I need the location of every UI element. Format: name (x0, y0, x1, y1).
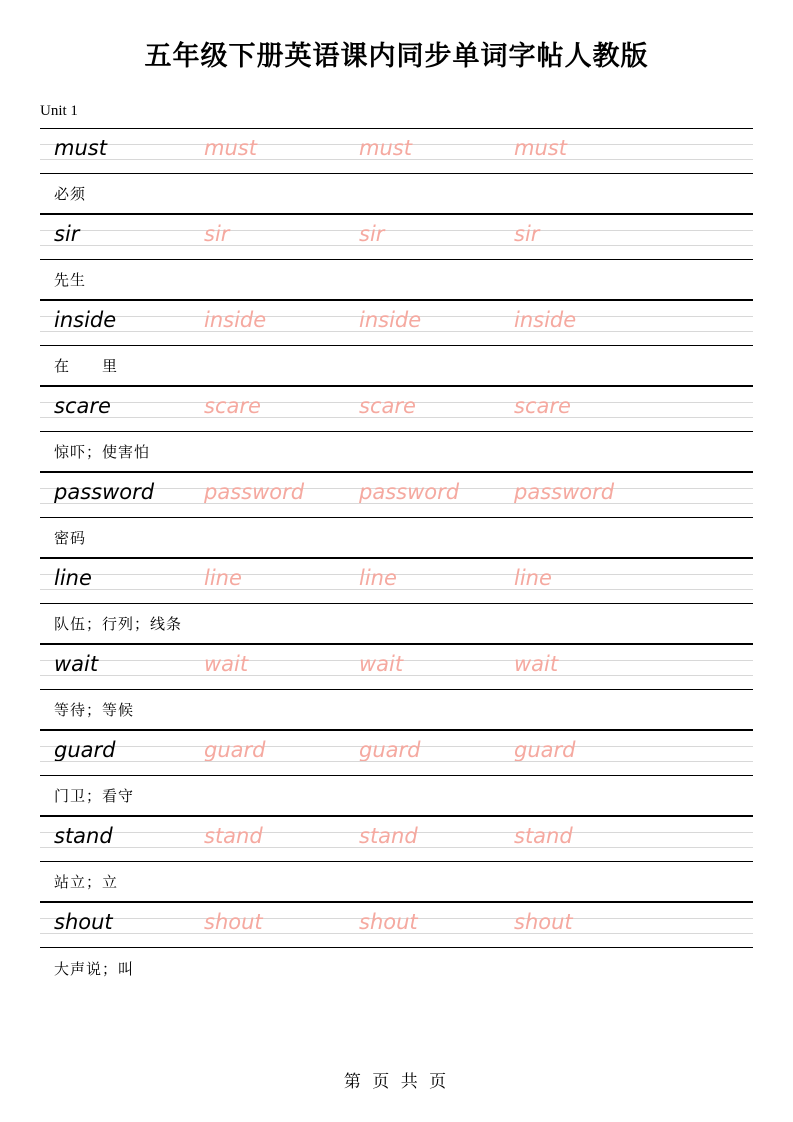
word-block (40, 902, 753, 988)
word-model: must (54, 135, 107, 160)
writing-line-group (40, 300, 753, 346)
word-trace: must (204, 135, 257, 160)
meaning-row (40, 690, 753, 730)
copybook-sheet (40, 128, 753, 988)
word-trace: inside (514, 307, 577, 332)
meaning-row (40, 518, 753, 558)
word-meaning: 站立；立 (54, 873, 119, 891)
word-trace: shout (359, 909, 418, 934)
meaning-row (40, 260, 753, 300)
word-meaning: 大声说；叫 (54, 959, 135, 978)
word-block (40, 128, 753, 214)
meaning-row (40, 174, 753, 214)
writing-line-group (40, 730, 753, 776)
word-model: password (54, 479, 155, 504)
word-trace: scare (359, 393, 416, 418)
word-trace: must (514, 135, 567, 160)
word-trace: must (359, 135, 412, 160)
meaning-row (40, 862, 753, 902)
writing-line-group (40, 902, 753, 948)
word-model: shout (54, 909, 113, 934)
word-trace: shout (204, 909, 263, 934)
writing-line-group (40, 472, 753, 518)
word-trace: password (514, 479, 615, 504)
word-trace: wait (514, 651, 559, 676)
meaning-row (40, 604, 753, 644)
writing-line-group (40, 128, 753, 174)
word-meaning: 先生 (54, 271, 87, 289)
meaning-row (40, 948, 753, 988)
word-block (40, 730, 753, 816)
word-block (40, 214, 753, 300)
word-block (40, 558, 753, 644)
word-trace: password (359, 479, 460, 504)
word-model: scare (54, 393, 111, 418)
page-title: 五年级下册英语课内同步单词字帖人教版 (144, 41, 649, 71)
word-model: stand (54, 823, 113, 848)
word-trace: shout (514, 909, 573, 934)
word-meaning: 在 里 (54, 357, 119, 375)
word-meaning: 等待；等候 (54, 701, 135, 719)
word-meaning: 必须 (54, 185, 87, 203)
word-model: sir (54, 221, 80, 246)
word-meaning: 惊吓；使害怕 (54, 443, 151, 461)
writing-line-group (40, 558, 753, 604)
word-trace: sir (359, 221, 385, 246)
writing-line-group (40, 386, 753, 432)
unit-label: Unit 1 (40, 103, 78, 119)
word-trace: stand (514, 823, 573, 848)
word-trace: line (514, 565, 552, 590)
word-trace: wait (359, 651, 404, 676)
word-model: wait (54, 651, 99, 676)
word-trace: stand (204, 823, 263, 848)
word-model: inside (54, 307, 117, 332)
word-meaning: 门卫；看守 (54, 787, 135, 805)
word-trace: guard (204, 737, 266, 762)
writing-line-group (40, 816, 753, 862)
word-block (40, 644, 753, 730)
word-trace: scare (204, 393, 261, 418)
word-block (40, 300, 753, 386)
meaning-row (40, 432, 753, 472)
word-trace: sir (514, 221, 540, 246)
page-footer: 第 页 共 页 (343, 1072, 450, 1092)
word-trace: password (204, 479, 305, 504)
meaning-row (40, 346, 753, 386)
word-block (40, 386, 753, 472)
writing-line-group (40, 644, 753, 690)
word-trace: sir (204, 221, 230, 246)
writing-line-group (40, 214, 753, 260)
word-block (40, 472, 753, 558)
word-model: guard (54, 737, 116, 762)
meaning-row (40, 776, 753, 816)
word-trace: scare (514, 393, 571, 418)
word-trace: line (359, 565, 397, 590)
word-trace: inside (359, 307, 422, 332)
word-trace: wait (204, 651, 249, 676)
word-trace: stand (359, 823, 418, 848)
word-block (40, 816, 753, 902)
word-meaning: 队伍；行列；线条 (54, 615, 183, 633)
word-meaning: 密码 (54, 529, 87, 547)
word-trace: guard (514, 737, 576, 762)
word-trace: inside (204, 307, 267, 332)
word-model: line (54, 565, 92, 590)
word-trace: guard (359, 737, 421, 762)
word-trace: line (204, 565, 242, 590)
